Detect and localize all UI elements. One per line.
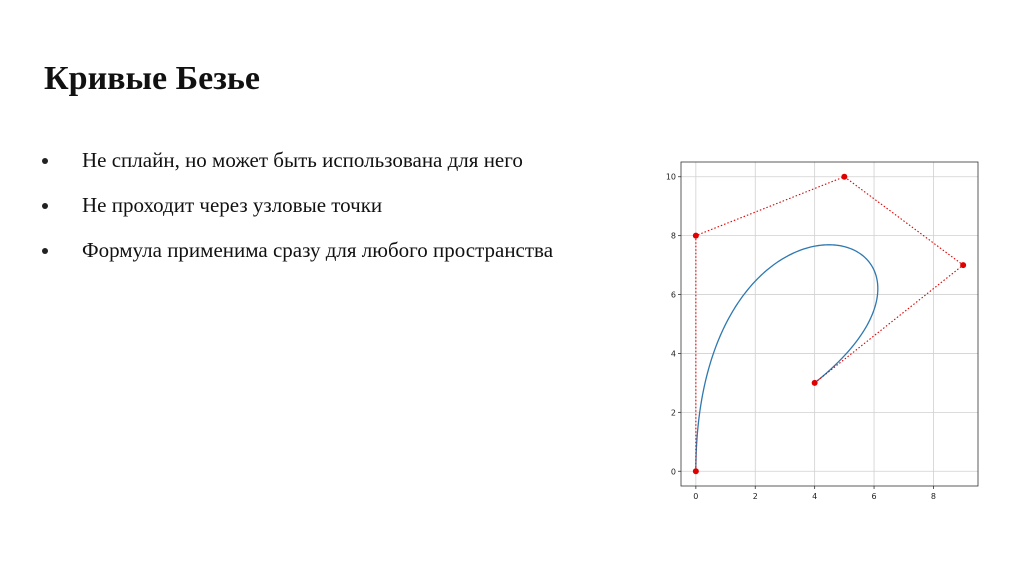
x-tick-label: 8 [930,492,936,501]
x-tick-label: 4 [812,492,818,501]
y-tick-label: 6 [670,290,676,300]
control-point-marker [960,262,966,268]
y-tick-label: 2 [670,408,676,418]
control-point-marker [841,174,847,180]
y-tick-label: 0 [670,467,676,477]
control-point-marker [812,380,818,386]
bullet-dot-icon [42,158,48,164]
y-tick-label: 8 [670,231,676,241]
bullet-item [40,138,553,183]
bezier-chart [660,158,990,504]
y-tick-label: 4 [670,349,676,359]
x-tick-label: 6 [871,492,877,501]
bezier-curve-line [696,245,878,472]
bullet-list [40,138,553,273]
control-point-marker [693,468,699,474]
control-polygon-line [696,177,963,472]
chart-series [693,174,966,475]
bullet-item [40,183,553,228]
slide-title: Кривые Безье [44,60,260,97]
chart-ticks [666,173,936,501]
bullet-dot-icon [42,248,48,254]
y-tick-label: 10 [665,172,676,182]
x-tick-label: 0 [693,492,699,501]
bullet-item [40,228,553,273]
control-point-marker [693,233,699,239]
bullet-text: Не проходит через узловые точки [82,193,383,217]
bullet-text: Формула применима сразу для любого пространства [82,238,554,262]
bullet-text: Не сплайн, но может быть использована для него [82,148,523,172]
bullet-dot-icon [42,203,48,209]
x-tick-label: 2 [752,492,758,501]
